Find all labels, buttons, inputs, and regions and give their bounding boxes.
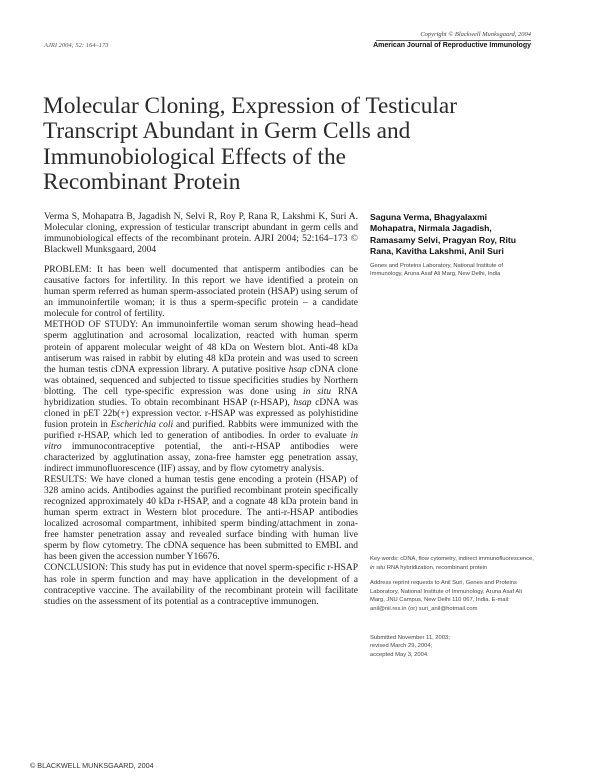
article-notes (370, 555, 534, 666)
date-revised: revised March 29, 2004; (370, 643, 433, 650)
footer-copyright: © BLACKWELL MUNKSGAARD, 2004 (30, 761, 154, 770)
title-line-1: Molecular Cloning, Expression of Testicular (43, 93, 457, 119)
author-affiliation: Genes and Proteins Laboratory, National Institute of Immunology, Aruna Asaf Ali Marg, New Delhi, India (370, 262, 503, 278)
date-accepted: accepted May 3, 2004. (370, 651, 429, 658)
keywords: Key words: cDNA, flow cytometry, indirect immunofluorescence, in situ RNA hybridization, recombinant protein (370, 556, 534, 571)
abstract-column (44, 212, 358, 608)
abstract-problem: PROBLEM: It has been well documented that antisperm antibodies can be causative factors for infertility. In this report we have identified a protein on human sperm referred as human sperm-associated protein (HSAP) using serum of an immunoinfertile woman; it is thus a sperm-specific protein – a candidate molecule for control of fertility. (44, 265, 358, 320)
journal-name: American Journal of Reproductive Immunology (373, 42, 531, 49)
correspondence-address: Address reprint requests to Anil Suri, Genes and Proteins Laboratory, National Institute of Immunology, Aruna Asaf Ali Marg, JNU Campus, New Delhi 110 067, India. E-mail: anil@nii.res.in (or) suri_anil@hotmail.com (370, 580, 522, 612)
title-line-4: Recombinant Protein (43, 168, 241, 195)
title-line-2: Transcript Abundant in Germ Cells and (43, 118, 411, 145)
author-block (370, 212, 534, 279)
date-submitted: Submitted November 11, 2003; (370, 634, 450, 641)
journal-reference: AJRI 2004; 52: 164–173 (44, 42, 109, 49)
article-title (43, 94, 533, 195)
submission-dates (370, 634, 534, 660)
abstract-method: METHOD OF STUDY: An immunoinfertile woman serum showing head–head sperm agglutination and acrosomal localization, reacted with human sperm protein of apparent molecular weight of 48 kDa on Western blot. Anti-48 kDa antiserum was raised in rabbit by eluting 48 kDa protein and was used to screen the human testis cDNA expression library. A putative positive hsap cDNA clone was obtained, sequenced and subjected to tissue specificities studies by Northern blotting. The cell type-specific expression was done using in situ RNA hybridization studies. To obtain recombinant HSAP (r-HSAP), hsap cDNA was cloned in pET 22b(+) expression vector. r-HSAP was expressed as polyhistidine fusion protein in Escherichia coli and purified. Rabbits were immunized with the purified r-HSAP, which led to generation of antibodies. In order to evaluate in vitro immunocontraceptive potential, the anti-r-HSAP antibodies were characterized by agglutination assay, zona-free hamster egg penetration assay, indirect immunofluorescence (IIF) assay, and by flow cytometry analysis. (44, 320, 358, 475)
abstract-conclusion: CONCLUSION: This study has put in evidence that novel sperm-specific r-HSAP has role in sperm function and may have application in the development of a contraceptive vaccine. The availability of the recombinant protein will facilitate studies on the assessment of its potential as a contraceptive immunogen. (44, 563, 358, 607)
header-rule (376, 40, 531, 41)
abstract-citation: Verma S, Mohapatra B, Jagadish N, Selvi R, Roy P, Rana R, Lakshmi K, Suri A. Molecular cloning, expression of testicular transcript abundant in germ cells and immunobiological effects of the recombinant protein. AJRI 2004; 52:164–173 © Blackwell Munksgaard, 2004 (44, 212, 358, 256)
author-list: Saguna Verma, Bhagyalaxmi Mohapatra, Nirmala Jagadish, Ramasamy Selvi, Pragyan Roy, Ritu Rana, Kavitha Lakshmi, Anil Suri (370, 212, 516, 257)
copyright-line: Copyright © Blackwell Munksgaard, 2004 (420, 31, 531, 38)
title-line-3: Immunobiological Effects of the (43, 143, 346, 170)
abstract-results: RESULTS: We have cloned a human testis gene encoding a protein (HSAP) of 328 amino acids. Antibodies against the purified recombinant protein specifically recognized approximately 40 kDa r-HSAP, and a cognate 48 kDa protein band in human sperm extract in Western blot procedure. The anti-r-HSAP antibodies localized acrosomal compartment, inhibited sperm binding/attachment in zona-free hamster penetration assay and revealed surface binding with human live sperm by flow cytometry. The cDNA sequence has been submitted to EMBL and has been given the accession number Y16676. (44, 475, 358, 563)
